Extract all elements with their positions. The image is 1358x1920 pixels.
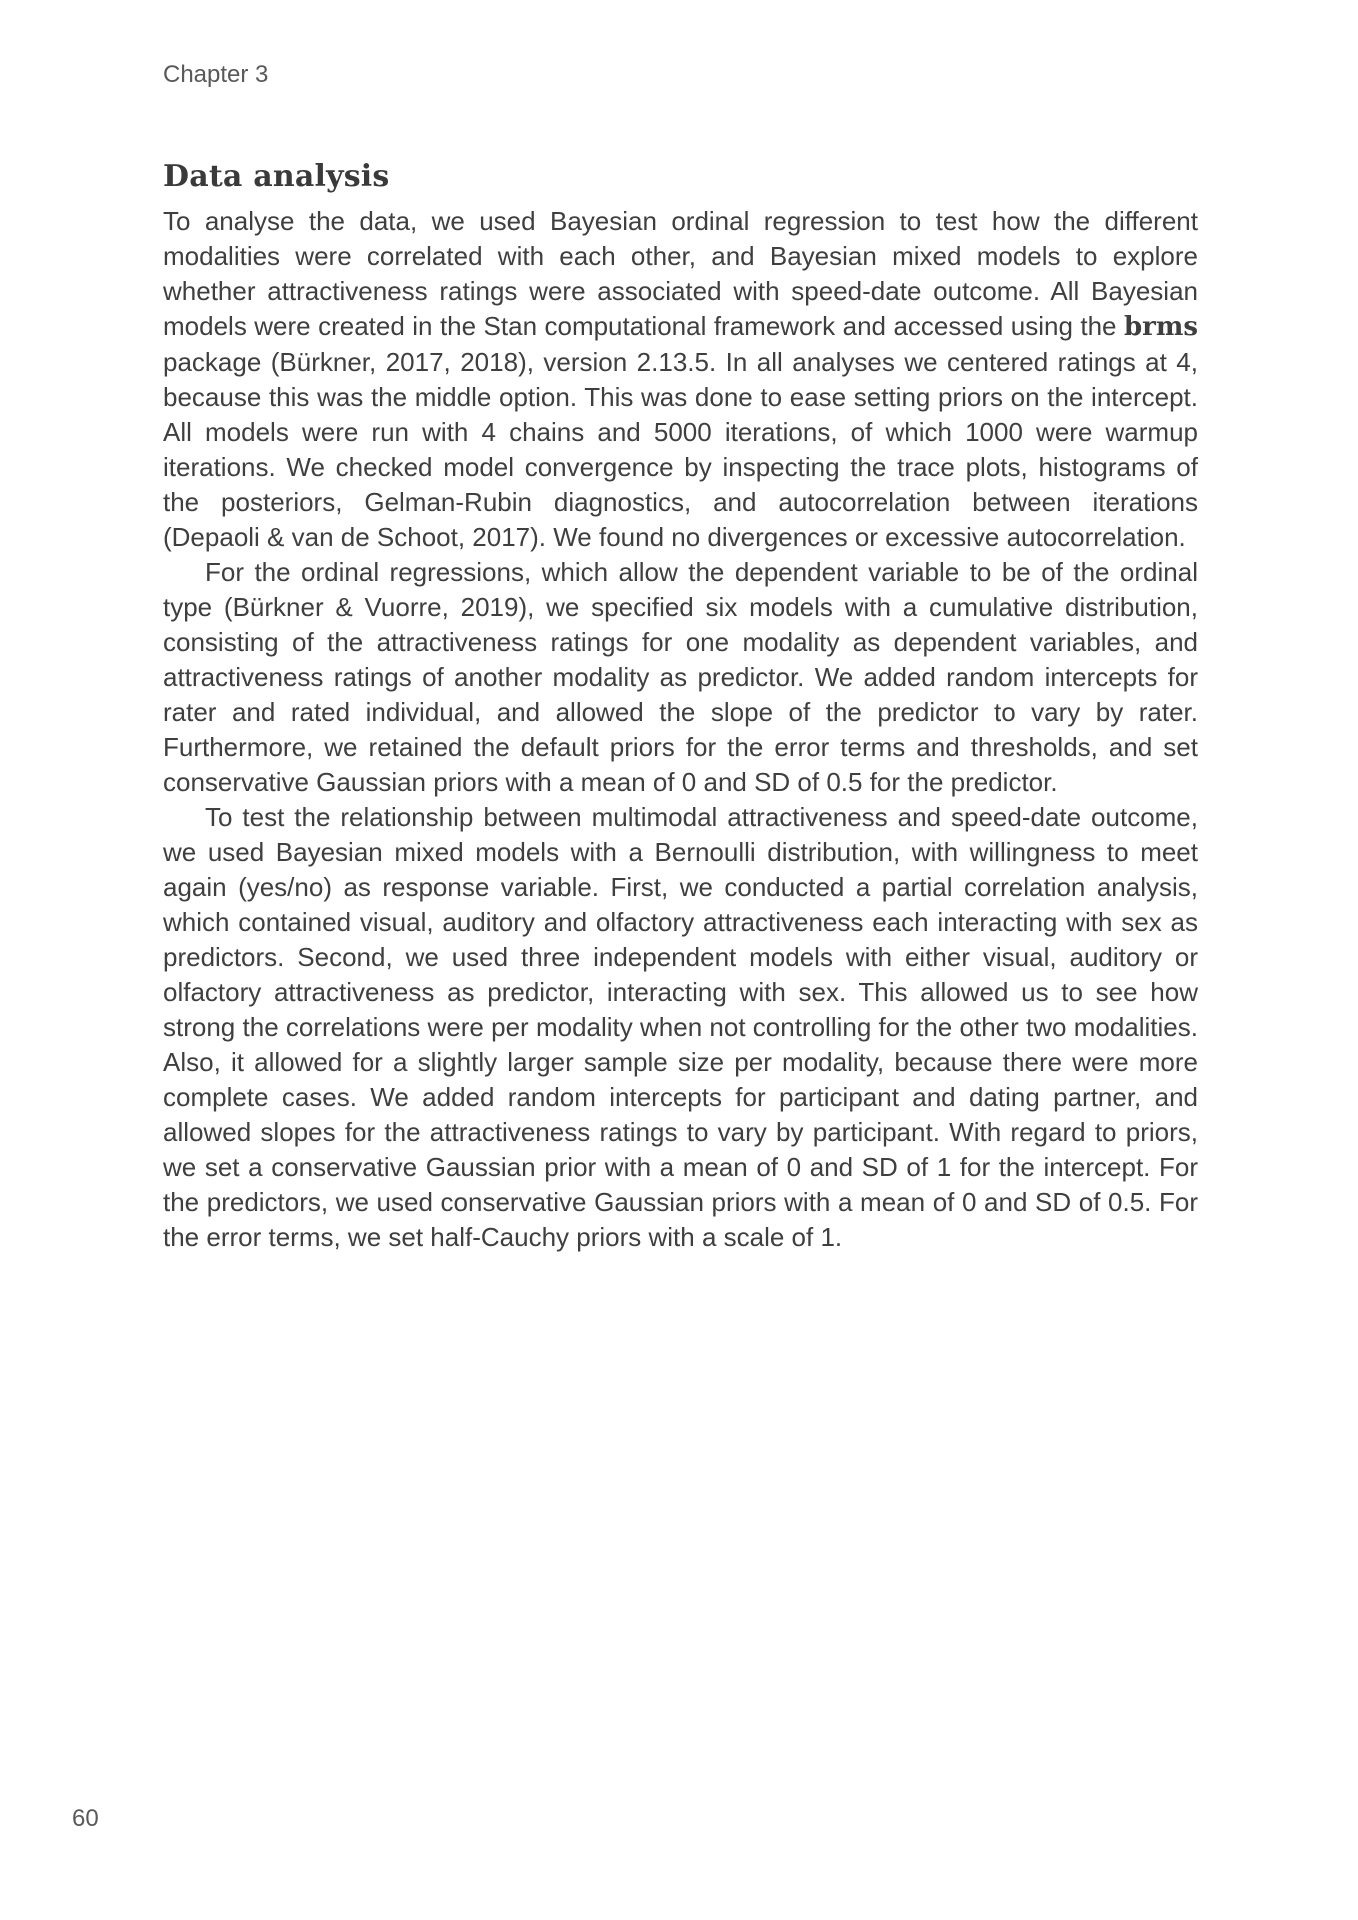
- paragraph-text-after-brms: package (Bürkner, 2017, 2018), version 2.13.5. In all analyses we centered ratings at 4, because this was the middle option. This was done to ease setting priors on the intercept. All models were run with 4 chains and 5000 iterations, of which 1000 were warmup iterations. We checked model convergence by inspecting the trace plots, histograms of the posteriors, Gelman-Rubin diagnostics, and autocorrelation between iterations (Depaoli & van de Schoot, 2017). We found no divergences or excessive autocorrelation.: [163, 347, 1198, 552]
- paragraph-ordinal-regressions: For the ordinal regressions, which allow the dependent variable to be of the ordinal type (Bürkner & Vuorre, 2019), we specified six models with a cumulative distribution, consisting of the attractiveness ratings for one modality as dependent variables, and attractiveness ratings of another modality as predictor. We added random intercepts for rater and rated individual, and allowed the slope of the predictor to vary by rater. Furthermore, we retained the default priors for the error terms and thresholds, and set conservative Gaussian priors with a mean of 0 and SD of 0.5 for the predictor.: [163, 557, 1198, 797]
- paragraph-mixed-models: To test the relationship between multimodal attractiveness and speed-date outcome, we used Bayesian mixed models with a Bernoulli distribution, with willingness to meet again (yes/no) as response variable. First, we conducted a partial correlation analysis, which contained visual, auditory and olfactory attractiveness each interacting with sex as predictors. Second, we used three independent models with either visual, auditory or olfactory attractiveness as predictor, interacting with sex. This allowed us to see how strong the correlations were per modality when not controlling for the other two modalities. Also, it allowed for a slightly larger sample size per modality, because there were more complete cases. We added random intercepts for participant and dating partner, and allowed slopes for the attractiveness ratings to vary by participant. With regard to priors, we set a conservative Gaussian prior with a mean of 0 and SD of 1 for the intercept. For the predictors, we used conservative Gaussian priors with a mean of 0 and SD of 0.5. For the error terms, we set half-Cauchy priors with a scale of 1.: [163, 802, 1198, 1252]
- running-header: Chapter 3: [163, 61, 269, 88]
- paragraph-data-analysis-1: [163, 204, 1198, 555]
- page-content: [163, 158, 1198, 1255]
- paragraph-text-before-brms: To analyse the data, we used Bayesian ordinal regression to test how the different modalities were correlated with each other, and Bayesian mixed models to explore whether attractiveness ratings were associated with speed-date outcome. All Bayesian models were created in the Stan computational framework and accessed using the: [163, 206, 1198, 341]
- brms-package-name: brms: [1123, 312, 1198, 342]
- page-number: 60: [72, 1805, 99, 1832]
- section-title: Data analysis: [163, 159, 390, 194]
